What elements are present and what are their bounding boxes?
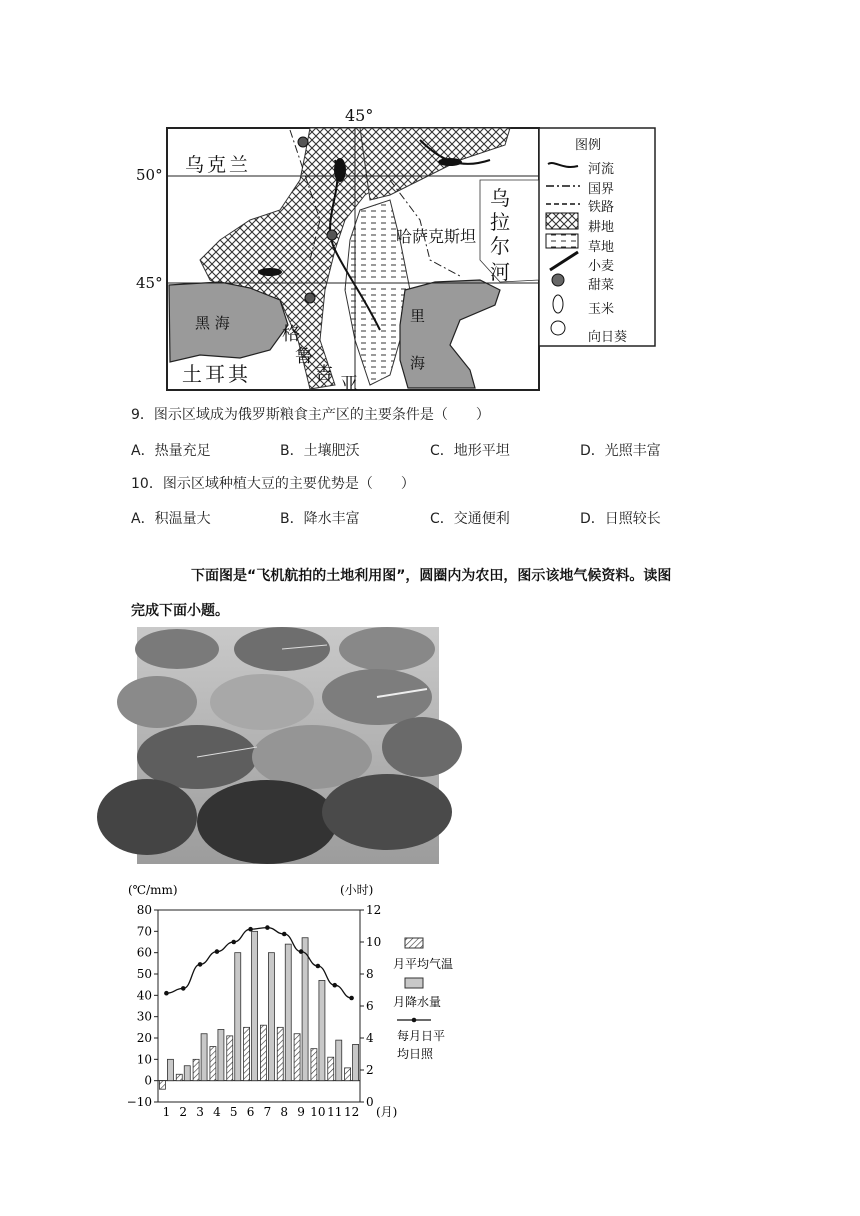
temperature-bar xyxy=(277,1027,283,1080)
sunshine-point xyxy=(215,949,220,954)
question-10-option-a: A．积温量大 xyxy=(131,511,211,527)
sunshine-point xyxy=(198,962,203,967)
question-9-option-a: A．热量充足 xyxy=(131,443,211,459)
month-label: 5 xyxy=(229,1105,238,1119)
aerial-land-use-photo xyxy=(137,627,439,864)
intro-line-1: 下面图是“飞机航拍的土地利用图”，圆圈内为农田，图示该地气候资料。读图 xyxy=(191,568,672,584)
legend-precipitation-label: 月降水量 xyxy=(393,995,442,1009)
precipitation-bar xyxy=(319,980,325,1080)
month-label: 6 xyxy=(246,1105,255,1119)
left-tick-label: 10 xyxy=(136,1052,152,1067)
legend-railway: 铁路 xyxy=(588,200,615,215)
question-10-option-d: D．日照较长 xyxy=(580,511,661,527)
right-tick-label: 12 xyxy=(366,903,382,917)
sunshine-point xyxy=(248,927,253,932)
precipitation-bar xyxy=(285,944,291,1081)
right-tick-label: 0 xyxy=(366,1095,374,1109)
month-label: 10 xyxy=(310,1105,326,1119)
legend-wheat: 小麦 xyxy=(588,259,615,274)
right-tick-label: 6 xyxy=(366,999,374,1013)
month-label: 1 xyxy=(162,1105,171,1119)
label-georgia-1: 格 xyxy=(282,324,300,345)
left-tick-label: 0 xyxy=(144,1073,152,1088)
temperature-bar xyxy=(328,1057,334,1080)
temperature-bar xyxy=(311,1049,317,1081)
label-black-sea: 黑 海 xyxy=(195,314,230,332)
label-caspian-1: 里 xyxy=(410,307,426,325)
legend-sunshine-point xyxy=(412,1018,417,1023)
right-axis-title: (小时) xyxy=(340,883,374,897)
legend-corn: 玉米 xyxy=(588,302,615,317)
latitude-50-label: 50° xyxy=(136,166,163,184)
question-10-option-c: C．交通便利 xyxy=(430,511,510,527)
label-turkey: 土耳其 xyxy=(182,362,251,386)
temperature-bar xyxy=(159,1081,165,1090)
longitude-label: 45° xyxy=(345,106,374,125)
aerial-photo-svg xyxy=(137,627,439,864)
legend-temperature-swatch xyxy=(405,938,423,948)
month-label: 9 xyxy=(297,1105,305,1119)
question-9-option-d: D．光照丰富 xyxy=(580,443,661,459)
question-9-option-c: C．地形平坦 xyxy=(430,443,510,459)
right-tick-label: 4 xyxy=(366,1031,374,1045)
temperature-bar xyxy=(210,1047,216,1081)
label-kazakhstan: 哈萨克斯坦 xyxy=(396,227,477,246)
sunshine-point xyxy=(349,996,354,1001)
label-ural-river-3: 尔 xyxy=(490,234,510,258)
sunshine-point xyxy=(231,940,236,945)
month-label: 12 xyxy=(343,1105,360,1119)
question-10-option-b: B．降水丰富 xyxy=(280,511,360,527)
climate-chart-svg xyxy=(120,880,480,1119)
sunshine-point xyxy=(181,986,186,991)
precipitation-bar xyxy=(353,1044,359,1080)
left-tick-label: 50 xyxy=(136,967,152,981)
left-tick-label: 20 xyxy=(136,1031,152,1045)
legend-title: 图例 xyxy=(575,138,602,153)
label-caspian-2: 海 xyxy=(410,354,426,372)
month-label: 8 xyxy=(280,1105,289,1119)
precipitation-bar xyxy=(184,1066,190,1081)
month-label: 2 xyxy=(179,1105,188,1119)
temperature-bar xyxy=(345,1068,351,1081)
temperature-bar xyxy=(193,1059,199,1080)
label-georgia-2: 鲁 xyxy=(295,346,313,367)
label-ukraine: 乌克兰 xyxy=(185,154,252,176)
temperature-bar xyxy=(244,1027,250,1080)
left-tick-label: 30 xyxy=(136,1009,152,1024)
month-label: 4 xyxy=(213,1105,221,1119)
temperature-bar xyxy=(294,1034,300,1081)
field-circles xyxy=(97,627,462,864)
legend-grassland: 草地 xyxy=(588,240,615,255)
precipitation-bar xyxy=(167,1059,173,1080)
label-georgia-3: 吉 xyxy=(315,364,333,385)
legend-sunshine-label-1: 每月日平 xyxy=(397,1029,446,1043)
latitude-45-label: 45° xyxy=(136,274,163,292)
region-map xyxy=(136,100,660,395)
precipitation-bar xyxy=(336,1040,342,1081)
temperature-bar xyxy=(260,1025,266,1080)
legend-temperature-label: 月平均气温 xyxy=(393,957,454,971)
sunshine-point xyxy=(282,932,287,937)
label-georgia-4: 亚 xyxy=(340,374,358,395)
left-tick-label: 70 xyxy=(136,924,152,939)
x-unit-label: (月) xyxy=(376,1105,398,1119)
label-ural-river-4: 河 xyxy=(490,260,510,284)
intro-line-2: 完成下面小题。 xyxy=(131,603,229,619)
left-tick-label: 80 xyxy=(136,903,152,917)
legend-beet: 甜菜 xyxy=(588,278,615,293)
label-ural-river-2: 拉 xyxy=(490,210,510,234)
precipitation-bar xyxy=(201,1034,207,1081)
left-tick-label: −10 xyxy=(126,1095,152,1109)
right-tick-label: 10 xyxy=(366,935,382,949)
climate-chart xyxy=(120,880,480,1119)
legend-precipitation-swatch xyxy=(405,978,423,988)
question-10-stem: 10．图示区域种植大豆的主要优势是（ ） xyxy=(131,476,415,492)
right-tick-label: 8 xyxy=(366,967,374,981)
legend-river: 河流 xyxy=(588,162,615,177)
sunshine-point xyxy=(332,983,337,988)
precipitation-bar xyxy=(268,953,274,1081)
temperature-bar xyxy=(176,1074,182,1080)
temperature-bar xyxy=(227,1036,233,1081)
precipitation-bar xyxy=(302,938,308,1081)
left-axis-title: (℃/mm) xyxy=(128,883,178,897)
legend-sunflower: 向日葵 xyxy=(588,330,628,345)
sunshine-point xyxy=(164,991,169,996)
sunshine-point xyxy=(316,964,321,969)
precipitation-bar xyxy=(252,931,258,1080)
month-label: 3 xyxy=(196,1105,204,1119)
legend-cropland: 耕地 xyxy=(588,220,615,235)
left-tick-label: 60 xyxy=(136,945,152,960)
right-tick-label: 2 xyxy=(366,1063,374,1077)
month-label: 11 xyxy=(327,1105,343,1119)
precipitation-bar xyxy=(235,953,241,1081)
month-label: 7 xyxy=(263,1105,272,1119)
legend-sunshine-label-2: 均日照 xyxy=(397,1047,434,1061)
question-9-stem: 9．图示区域成为俄罗斯粮食主产区的主要条件是（ ） xyxy=(131,407,490,423)
left-tick-label: 40 xyxy=(136,988,152,1003)
sunshine-point xyxy=(265,925,270,930)
sunshine-point xyxy=(299,949,304,954)
question-9-option-b: B．土壤肥沃 xyxy=(280,443,360,459)
legend-border: 国界 xyxy=(588,182,615,197)
label-ural-river-1: 乌 xyxy=(490,186,510,210)
precipitation-bar xyxy=(218,1029,224,1080)
